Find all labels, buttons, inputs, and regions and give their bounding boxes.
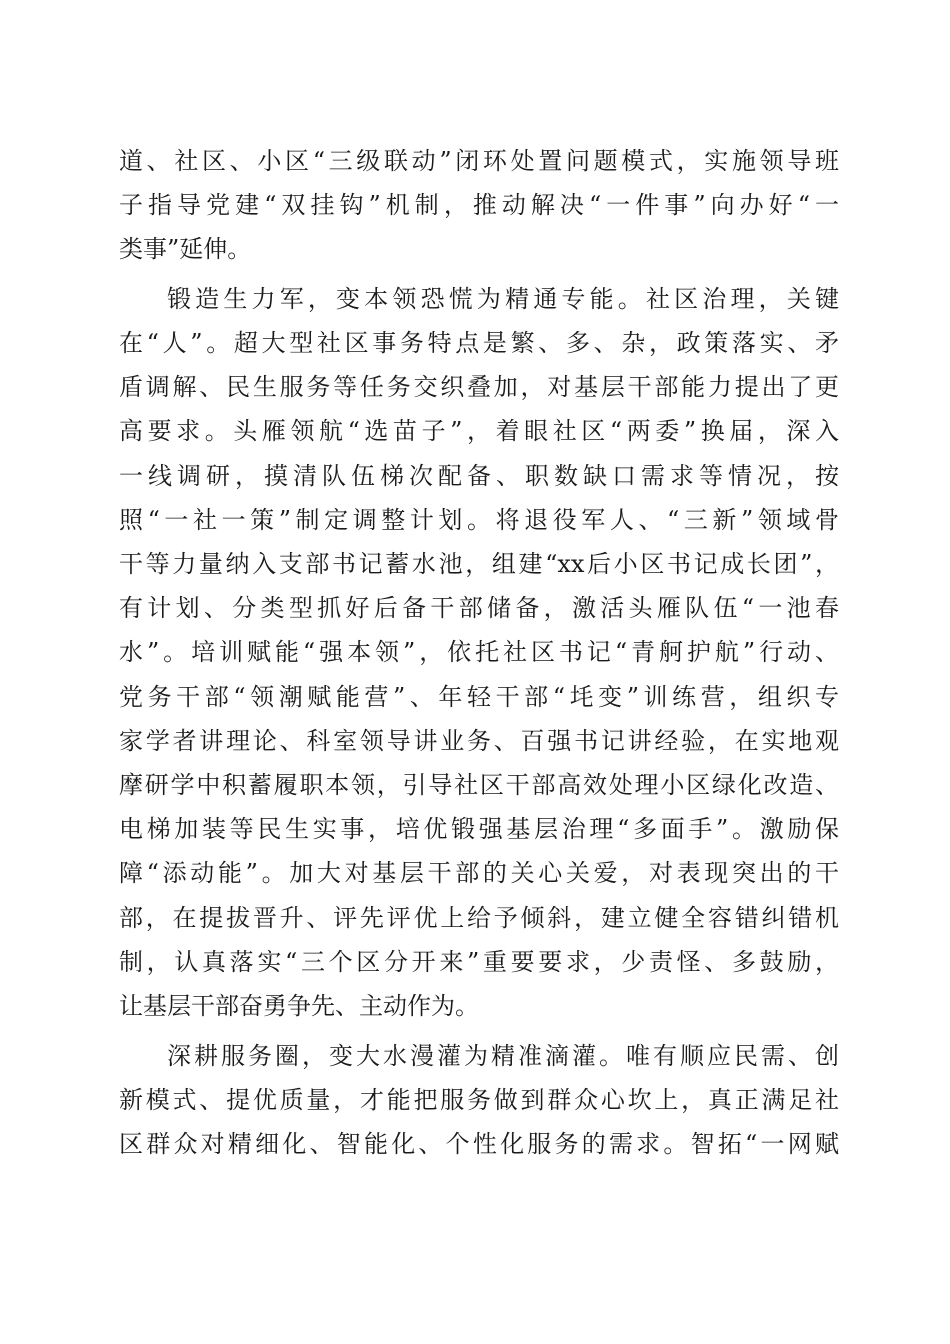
text-line: 类事”延伸。 — [119, 235, 252, 263]
text-line: 障“添动能”。加大对基层干部的关心关爱，对表现突出的干 — [119, 859, 839, 887]
text-line: 水”。培训赋能“强本领”，依托社区书记“青舸护航”行动、 — [119, 638, 839, 666]
text-line: 家学者讲理论、科室领导讲业务、百强书记讲经验，在实地观 — [119, 727, 839, 755]
text-line: 党务干部“领潮赋能营”、年轻干部“㘪变”训练营，组织专 — [119, 683, 839, 711]
text-line: 道、社区、小区“三级联动”闭环处置问题模式，实施领导班 — [119, 147, 839, 175]
text-line: 制，认真落实“三个区分开来”重要要求，少责怪、多鼓励， — [119, 948, 839, 976]
text-line: 摩研学中积蓄履职本领，引导社区干部高效处理小区绿化改造、 — [119, 771, 839, 799]
text-line: 有计划、分类型抓好后备干部储备，激活头雁队伍“一池春 — [119, 594, 839, 622]
text-line: 电梯加装等民生实事，培优锻强基层治理“多面手”。激励保 — [119, 815, 839, 843]
text-line: 新模式、提优质量，才能把服务做到群众心坎上，真正满足社 — [119, 1086, 839, 1114]
text-line: 锻造生力军，变本领恐慌为精通专能。社区治理，关键 — [167, 285, 839, 313]
text-line: 让基层干部奋勇争先、主动作为。 — [119, 992, 479, 1020]
text-line: 子指导党建“双挂钩”机制，推动解决“一件事”向办好“一 — [119, 191, 839, 219]
text-line: 高要求。头雁领航“选苗子”，着眼社区“两委”换届，深入 — [119, 417, 839, 445]
text-line: 一线调研，摸清队伍梯次配备、职数缺口需求等情况，按 — [119, 462, 839, 490]
text-line: 盾调解、民生服务等任务交织叠加，对基层干部能力提出了更 — [119, 373, 839, 401]
text-line: 干等力量纳入支部书记蓄水池，组建“xx后小区书记成长团”， — [119, 550, 839, 578]
text-line: 深耕服务圈，变大水漫灌为精准滴灌。唯有顺应民需、创 — [167, 1042, 839, 1070]
text-line: 照“一社一策”制定调整计划。将退役军人、“三新”领域骨 — [119, 506, 839, 534]
text-line: 部，在提拔晋升、评先评优上给予倾斜，建立健全容错纠错机 — [119, 904, 839, 932]
text-line: 在“人”。超大型社区事务特点是繁、多、杂，政策落实、矛 — [119, 329, 839, 357]
text-line: 区群众对精细化、智能化、个性化服务的需求。智拓“一网赋 — [119, 1130, 839, 1158]
